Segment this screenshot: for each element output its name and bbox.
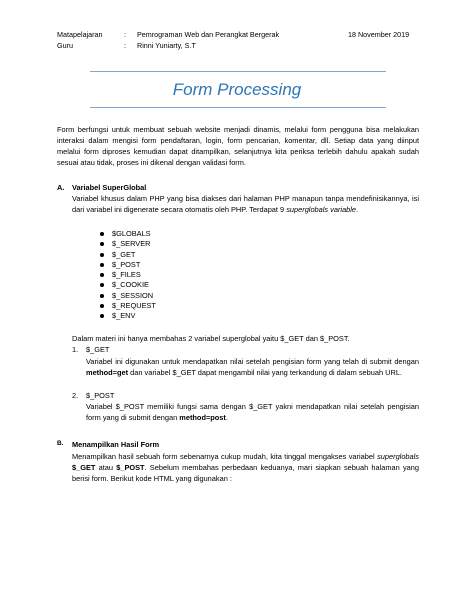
list-item: $_COOKIE: [100, 280, 156, 290]
section-a-para-tail: .: [356, 204, 359, 214]
section-b-bold-get: $_GET: [72, 462, 96, 472]
item-1-desc-2: dan variabel $_GET dapat mengambil nilai yang terkandung di dalam sebuah URL.: [130, 367, 403, 377]
item-1-desc-bold: method=get: [86, 367, 129, 377]
item-2-desc-2: .: [225, 412, 228, 422]
title-rule-top: [90, 71, 386, 72]
list-item: $_FILES: [100, 270, 156, 280]
section-a-para-italic: superglobals variable: [286, 204, 357, 214]
section-b-tail: . Sebelum membahas perbedaan keduanya, mari siapkan sebuah halaman yang berisi form. Berikut kode HTML yang digunakan :: [72, 462, 419, 483]
item-2-name: $_POST: [86, 391, 115, 400]
item-2-description: [86, 402, 419, 424]
section-a-title: Variabel SuperGlobal: [72, 183, 147, 192]
item-2-number: 2.: [72, 391, 79, 400]
subject-colon: :: [124, 30, 126, 39]
list-item: $_SERVER: [100, 239, 156, 249]
list-item: $_REQUEST: [100, 301, 156, 311]
title-rule-bottom: [90, 107, 386, 108]
list-item: $_GET: [100, 250, 156, 260]
section-b-title: Menampilkan Hasil Form: [72, 440, 160, 449]
header-date: 18 November 2019: [348, 30, 410, 39]
teacher-label: Guru: [57, 41, 73, 50]
section-b-p1: Menampilkan hasil sebuah form sebenarnya cukup mudah, kita tinggal mengakses variabel: [72, 452, 375, 461]
subject-label: Matapelajaran: [57, 30, 103, 39]
section-b-italic: superglobals: [377, 452, 419, 461]
section-b-marker: B.: [57, 440, 64, 447]
section-b-mid: atau: [98, 462, 114, 472]
list-item: $_POST: [100, 260, 156, 270]
item-1-desc-1: Variabel ini digunakan untuk mendapatkan nilai setelah pengisian form yang telah di submit dengan: [86, 357, 419, 366]
list-item: $_ENV: [100, 311, 156, 321]
subject-value: Pemrograman Web dan Perangkat Bergerak: [137, 30, 280, 39]
item-1-name: $_GET: [86, 345, 110, 354]
page-title: Form Processing: [172, 80, 302, 99]
section-b-bold-post: $_POST: [116, 462, 145, 472]
item-2-desc-bold: method=post: [179, 412, 226, 422]
item-1-number: 1.: [72, 345, 79, 354]
section-a-paragraph: [72, 194, 419, 216]
list-item: $GLOBALS: [100, 229, 156, 239]
teacher-value: Rinni Yuniarty, S.T: [137, 41, 196, 50]
item-1-description: [86, 357, 419, 379]
item-2-desc-1: Variabel $_POST memiliki fungsi sama dengan $_GET yakni mendapatkan nilai setelah pengisian form yang di submit dengan: [86, 402, 419, 422]
superglobals-list: [100, 229, 156, 322]
intro-paragraph: Form berfungsi untuk membuat sebuah website menjadi dinamis, melalui form pengguna bisa melakukan interaksi dalam mengisi form pendaftaran, login, form pencarian, komentar, dll. Setiap data yang diinput melalui form diproses kemudian dapat ditampilkan, selanjutnya kita periksa terlebih dahulu apakah sudah sesuai atau tidak, proses ini dikenal dengan validasi form.: [57, 125, 419, 167]
section-a-para-main: Variabel khusus dalam PHP yang bisa diakses dari halaman PHP manapun tanpa mendefinisikannya, isi dari variabel ini digenerate secara otomatis oleh PHP. Terdapat 9: [72, 194, 419, 214]
teacher-colon: :: [124, 41, 126, 50]
section-a-marker: A.: [57, 183, 65, 192]
section-b-paragraph: [72, 452, 419, 485]
after-bullets-text: Dalam materi ini hanya membahas 2 variabel superglobal yaitu $_GET dan $_POST.: [72, 334, 350, 343]
list-item: $_SESSION: [100, 291, 156, 301]
